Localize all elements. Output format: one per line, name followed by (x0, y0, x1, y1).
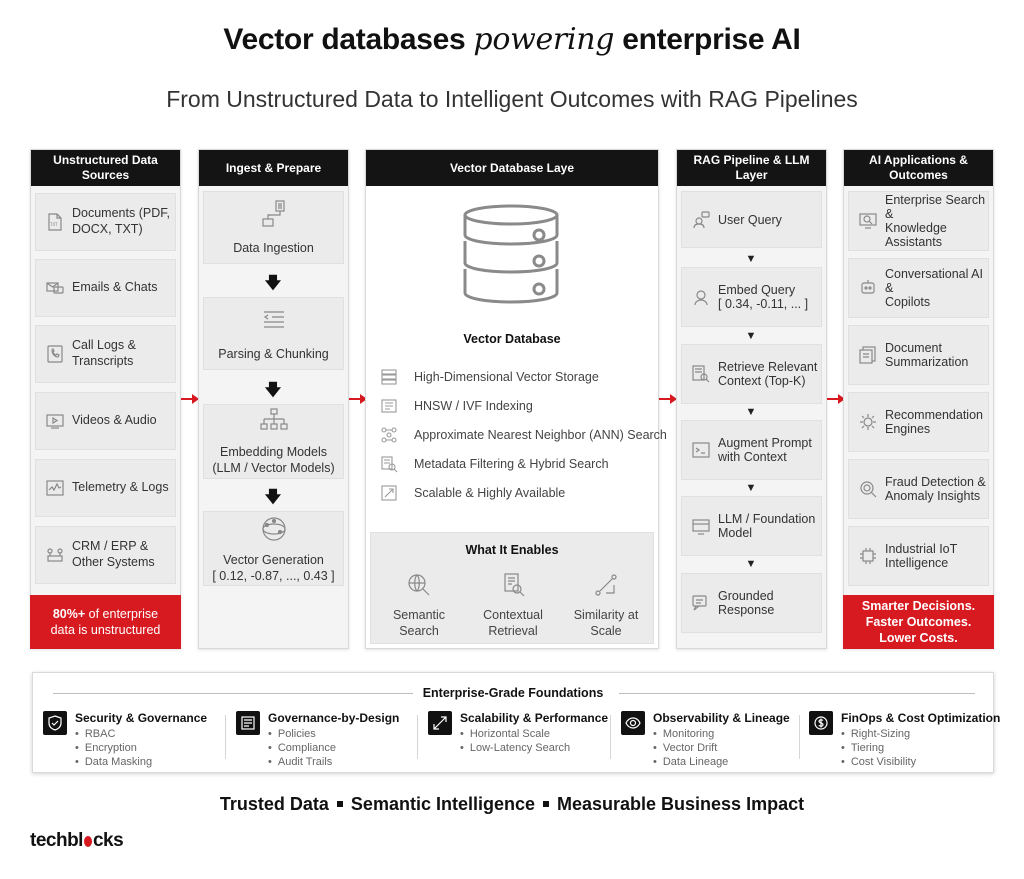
scalability-icon (428, 711, 452, 735)
divider (417, 715, 418, 759)
ingest-card-embedding (203, 404, 344, 479)
rag-card-augment (681, 420, 822, 480)
vdb-header: Vector Database Laye (366, 150, 658, 186)
enable-label: Semantic (392, 608, 446, 622)
app-label: Recommendation (885, 408, 983, 422)
enable-semantic-search (374, 571, 464, 640)
app-label: Industrial IoT (885, 542, 958, 556)
source-card-videos (35, 392, 176, 450)
outcome-line: Smarter Decisions. (861, 598, 976, 613)
rag-card-user-query (681, 191, 822, 248)
app-card-iot (848, 526, 989, 586)
rag-label: Response (718, 603, 775, 617)
app-card-summarization (848, 325, 989, 385)
rag-header: RAG Pipeline & LLM Layer (677, 150, 826, 186)
source-label: CRM / ERP & Other Systems (72, 539, 155, 569)
foundation-bullet: • Policies (268, 727, 336, 741)
app-card-recommendation (848, 392, 989, 452)
response-icon (690, 592, 712, 614)
foundation-bullet: • Encryption (75, 741, 152, 755)
database-icon (461, 203, 561, 311)
app-label: Engines (885, 422, 931, 436)
enable-label: Contextual (483, 608, 543, 622)
storage-icon (380, 368, 398, 386)
rag-card-retrieve (681, 344, 822, 404)
vdb-feature (380, 455, 609, 473)
document-icon (44, 211, 66, 233)
app-label: Knowledge (885, 221, 947, 235)
foundation-bullet: • Monitoring (653, 727, 728, 741)
foundation-bullet: • Tiering (841, 741, 916, 755)
telemetry-icon (44, 477, 66, 499)
embedding-icon (258, 407, 290, 444)
rag-label: Model (718, 526, 753, 540)
foundation-name: Security & Governance (75, 711, 208, 725)
observability-icon (621, 711, 645, 735)
enable-contextual-retrieval (468, 571, 558, 640)
svg-text:TXT: TXT (50, 222, 58, 227)
down-arrow-icon: ▼ (745, 406, 757, 418)
brand-logo (30, 830, 123, 852)
app-card-fraud (848, 459, 989, 519)
ingest-label-line2: (LLM / Vector Models) (212, 460, 335, 475)
foundation-bullet: • Horizontal Scale (460, 727, 570, 741)
foundation-bullet: • Compliance (268, 741, 336, 755)
rag-label: [ 0.34, -0.11, ... ] (718, 297, 809, 311)
fraud-icon (857, 478, 879, 500)
rag-label: Augment Prompt (718, 436, 812, 450)
enable-label: Similarity at (573, 608, 639, 622)
unstructured-stat-box (30, 595, 181, 649)
logo-text: techbl (30, 830, 83, 851)
foundation-name: Observability & Lineage (653, 711, 790, 725)
rag-label: Embed Query (718, 283, 796, 297)
enable-label: Scale (590, 624, 622, 639)
source-card-crm (35, 526, 176, 584)
ingest-label-line1: Vector Generation (223, 553, 324, 568)
source-card-telemetry (35, 459, 176, 517)
down-arrow-icon: ▼ (745, 330, 757, 342)
ingestion-icon (258, 198, 290, 235)
app-label: Fraud Detection & (885, 475, 986, 489)
prompt-icon (690, 439, 712, 461)
app-card-enterprise-search (848, 191, 989, 251)
rag-card-llm (681, 496, 822, 556)
rag-card-response (681, 573, 822, 633)
separator (543, 801, 549, 807)
security-icon (43, 711, 67, 735)
vdb-feature-label: Metadata Filtering & Hybrid Search (414, 457, 609, 471)
divider (610, 715, 611, 759)
foundation-bullet: • Data Masking (75, 755, 152, 769)
vdb-label: Vector Database (463, 332, 561, 346)
source-label: Documents (PDF, DOCX, TXT) (72, 206, 170, 236)
source-label: Telemetry & Logs (72, 480, 169, 495)
llm-icon (690, 515, 712, 537)
flow-arrow-3 (659, 394, 677, 404)
divider (225, 715, 226, 759)
source-card-calls (35, 325, 176, 383)
ingest-label-line2: [ 0.12, -0.87, ..., 0.43 ] (212, 568, 335, 583)
iot-icon (857, 545, 879, 567)
outcome-line: Faster Outcomes. (865, 614, 972, 629)
vector-icon (258, 513, 290, 550)
enables-title: What It Enables (465, 543, 559, 557)
foundation-name: FinOps & Cost Optimization (841, 711, 1001, 725)
vdb-feature (380, 426, 667, 444)
chunking-icon (258, 304, 290, 341)
app-card-conversational (848, 258, 989, 318)
app-label: Anomaly Insights (885, 489, 981, 503)
similarity-icon (592, 571, 620, 599)
stat-value: 80%+ (52, 606, 86, 621)
source-card-documents (35, 193, 176, 251)
contextual-retrieval-icon (499, 571, 527, 599)
vdb-feature-label: High-Dimensional Vector Storage (414, 370, 599, 384)
tagline-part: Trusted Data (219, 794, 329, 814)
app-label: Document (885, 341, 942, 355)
outcomes-box (843, 595, 994, 649)
enables-panel (370, 532, 654, 644)
app-label: Conversational AI & (885, 267, 983, 295)
vdb-feature (380, 397, 533, 415)
ingest-header: Ingest & Prepare (199, 150, 348, 186)
foundation-bullet: • Vector Drift (653, 741, 728, 755)
rag-card-embed-query (681, 267, 822, 327)
ingest-label: Parsing & Chunking (218, 347, 329, 361)
source-label: Emails & Chats (72, 280, 158, 295)
source-label: Call Logs & Transcripts (72, 338, 136, 368)
index-icon (380, 397, 398, 415)
vdb-feature-label: Scalable & Highly Available (414, 486, 566, 500)
enable-similarity (561, 571, 651, 640)
semantic-search-icon (405, 571, 433, 599)
retrieve-icon (690, 363, 712, 385)
governance-icon (236, 711, 260, 735)
email-icon (44, 277, 66, 299)
logo-text: cks (92, 830, 124, 851)
tagline-part: Semantic Intelligence (350, 794, 535, 814)
down-arrow-icon: 🡇 (264, 275, 282, 292)
ingest-card-vector-generation (203, 511, 344, 586)
foundation-name: Scalability & Performance (460, 711, 609, 725)
stat-text-line2: data is unstructured (50, 623, 161, 637)
source-card-emails (35, 259, 176, 317)
down-arrow-icon: ▼ (745, 558, 757, 570)
page-subtitle: From Unstructured Data to Intelligent Outcomes with RAG Pipelines (166, 86, 858, 112)
foundation-name: Governance-by-Design (268, 711, 400, 725)
app-label: Intelligence (885, 556, 949, 570)
foundation-bullet: • Low-Latency Search (460, 741, 570, 755)
vdb-feature (380, 484, 565, 502)
app-label: Assistants (885, 235, 942, 249)
conversational-icon (857, 277, 879, 299)
user-query-icon (690, 209, 712, 231)
down-arrow-icon: 🡇 (264, 489, 282, 506)
down-arrow-icon: ▼ (745, 482, 757, 494)
rag-label: Retrieve Relevant (718, 360, 818, 374)
rag-label: Context (Top-K) (718, 374, 806, 388)
foundation-bullet: • Data Lineage (653, 755, 728, 769)
tagline-part: Measurable Business Impact (556, 794, 805, 814)
divider (799, 715, 800, 759)
ingest-card-ingestion (203, 191, 344, 264)
embed-query-icon (690, 286, 712, 308)
vdb-feature-label: Approximate Nearest Neighbor (ANN) Search (414, 428, 667, 442)
rag-label: with Context (718, 450, 787, 464)
enable-label: Retrieval (488, 624, 538, 639)
foundation-bullet: • Right-Sizing (841, 727, 916, 741)
apps-header: AI Applications & Outcomes (844, 150, 993, 186)
ingest-card-chunking (203, 297, 344, 370)
phone-icon (44, 343, 66, 365)
filter-icon (380, 455, 398, 473)
recommendation-icon (857, 411, 879, 433)
app-label: Copilots (885, 295, 931, 309)
finops-icon (809, 711, 833, 735)
foundations-panel (32, 672, 1001, 773)
summarization-icon (857, 344, 879, 366)
ann-icon (380, 426, 398, 444)
scale-icon (380, 484, 398, 502)
page-title: Vector databases powering enterprise AI (223, 22, 801, 57)
separator (337, 801, 343, 807)
rag-label: Grounded (718, 589, 774, 603)
vdb-feature-label: HNSW / IVF Indexing (414, 399, 533, 413)
sources-header: Unstructured Data Sources (31, 150, 180, 186)
foundation-bullet: • RBAC (75, 727, 152, 741)
app-label: Summarization (885, 355, 969, 369)
rag-label: User Query (718, 212, 782, 227)
divider (619, 693, 975, 694)
crm-icon (44, 544, 66, 566)
ingest-label-line1: Embedding Models (219, 445, 327, 460)
rag-label: LLM / Foundation (718, 512, 816, 526)
app-label: Enterprise Search & (885, 193, 986, 221)
foundation-bullet: • Cost Visibility (841, 755, 916, 769)
enterprise-search-icon (857, 210, 879, 232)
foundation-bullet: • Audit Trails (268, 755, 336, 769)
video-icon (44, 410, 66, 432)
flow-arrow-1 (181, 394, 199, 404)
ingest-label: Data Ingestion (233, 241, 314, 255)
enable-label: Search (399, 624, 439, 639)
foundations-title: Enterprise-Grade Foundations (422, 686, 604, 700)
down-arrow-icon: 🡇 (264, 382, 282, 399)
tagline (0, 794, 1024, 815)
vdb-feature (380, 368, 599, 386)
source-label: Videos & Audio (72, 413, 157, 428)
down-arrow-icon: ▼ (745, 253, 757, 265)
logo-mark (84, 836, 92, 847)
outcome-line: Lower Costs. (879, 631, 958, 646)
stat-text: of enterprise (85, 606, 159, 621)
